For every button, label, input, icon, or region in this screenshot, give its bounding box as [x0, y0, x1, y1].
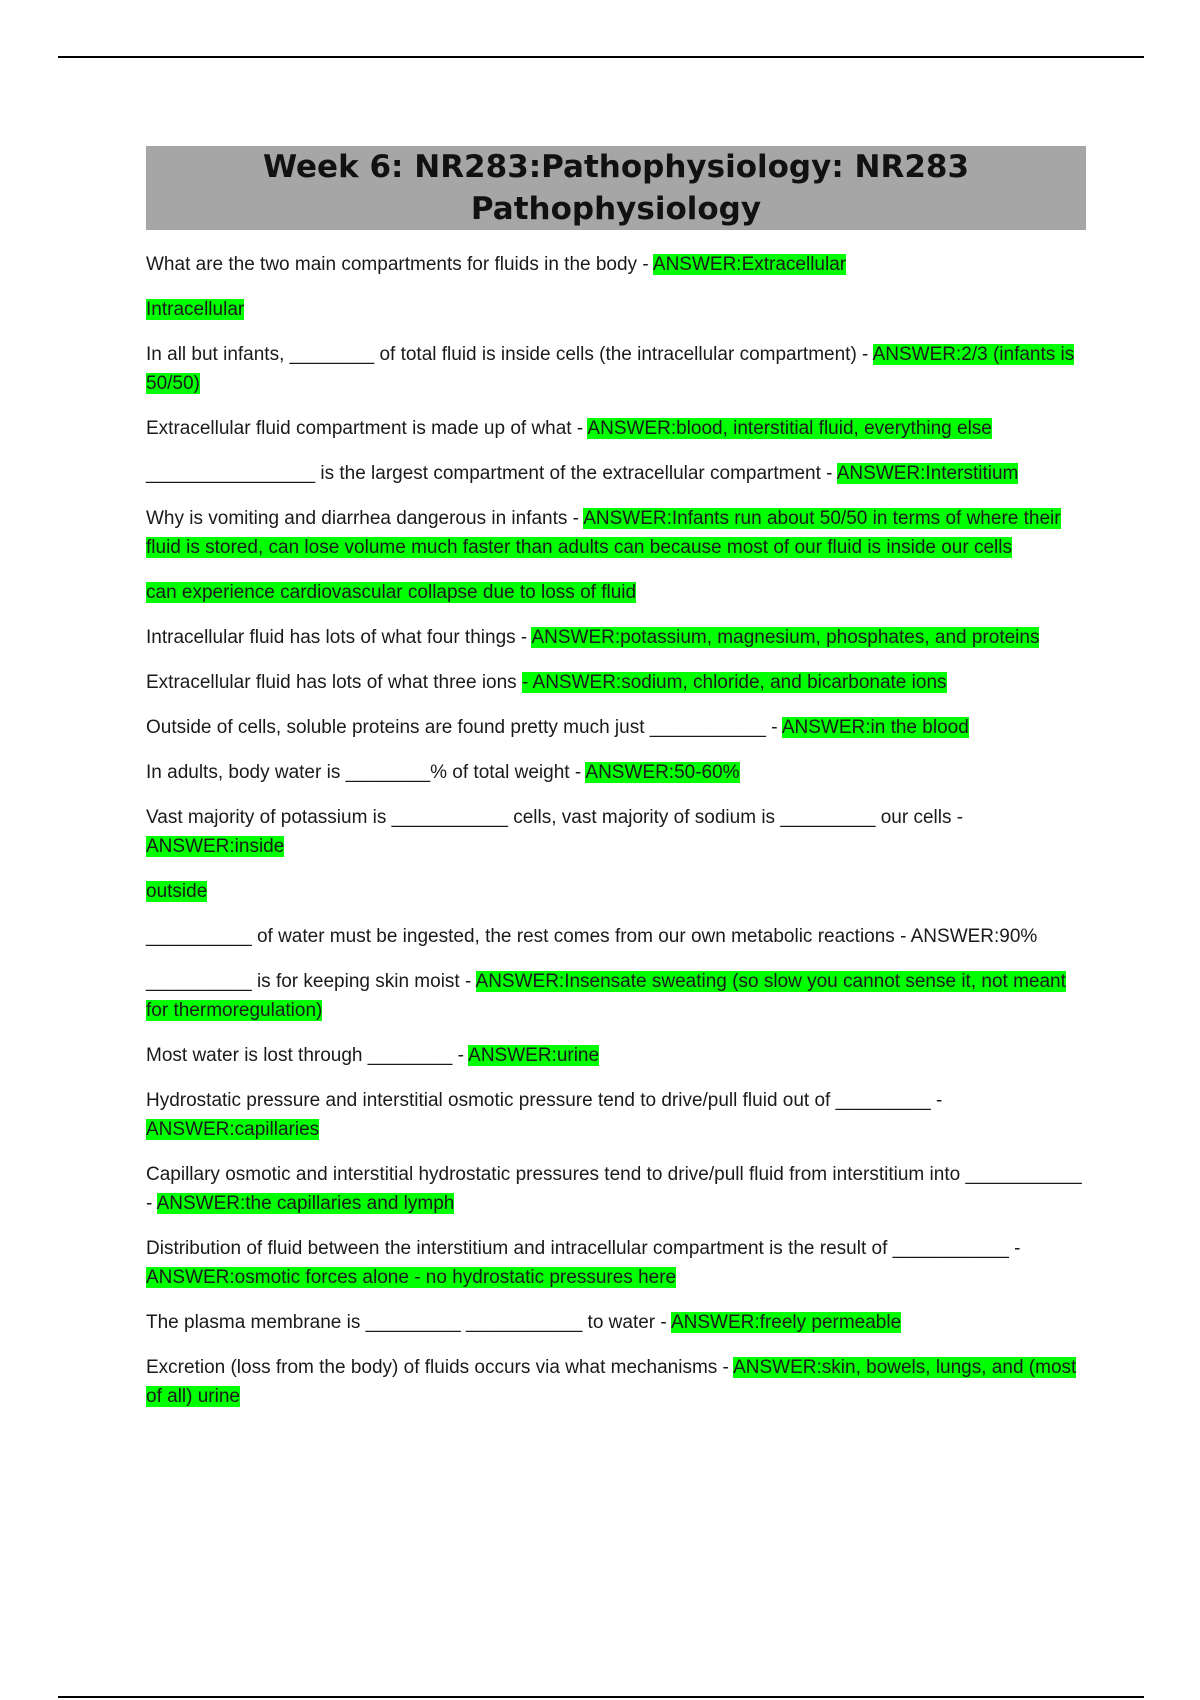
answer-highlight: - ANSWER:sodium, chloride, and bicarbonate ions [521, 672, 947, 693]
answer-highlight: ANSWER:Infants run about 50/50 in terms of where their fluid is stored, can lose volume much faster than adults can because most of our fluid is inside our cells [146, 508, 1061, 558]
qa-item [146, 250, 1086, 279]
question-text: In all but infants, ________ of total fluid is inside cells (the intracellular compartment) - [146, 344, 873, 365]
qa-item [146, 967, 1086, 1025]
document-body [146, 146, 1086, 1427]
question-text: Vast majority of potassium is ___________ cells, vast majority of sodium is _________ our cells - [146, 807, 964, 828]
question-text: Why is vomiting and diarrhea dangerous in infants - [146, 508, 584, 529]
qa-item [146, 922, 1086, 951]
answer-highlight: ANSWER:Insensate sweating (so slow you cannot sense it, not meant for thermoregulation) [146, 971, 1066, 1021]
question-text: Intracellular fluid has lots of what four things - [146, 627, 532, 648]
qa-list [146, 250, 1086, 1411]
question-text: Outside of cells, soluble proteins are found pretty much just ___________ - [146, 717, 782, 738]
bottom-rule [58, 1696, 1144, 1698]
qa-item [146, 668, 1086, 697]
question-text: Hydrostatic pressure and interstitial osmotic pressure tend to drive/pull fluid out of _________ - [146, 1090, 943, 1111]
question-text: Excretion (loss from the body) of fluids occurs via what mechanisms - [146, 1357, 734, 1378]
qa-item [146, 459, 1086, 488]
qa-item [146, 504, 1086, 562]
answer-highlight: can experience cardiovascular collapse due to loss of fluid [146, 582, 637, 603]
page-title: Week 6: NR283:Pathophysiology: NR283 Pathophysiology [146, 146, 1086, 230]
qa-item [146, 1234, 1086, 1292]
question-text: In adults, body water is ________% of total weight - [146, 762, 586, 783]
question-text: __________ of water must be ingested, the rest comes from our own metabolic reactions - ANSWER:90% [146, 926, 1038, 947]
answer-highlight: ANSWER:in the blood [781, 717, 969, 738]
answer-highlight: ANSWER:capillaries [146, 1119, 320, 1140]
qa-item [146, 578, 1086, 607]
answer-highlight: ANSWER:Interstitium [836, 463, 1019, 484]
answer-highlight: ANSWER:skin, bowels, lungs, and (most of all) urine [146, 1357, 1077, 1407]
qa-item [146, 295, 1086, 324]
question-text: __________ is for keeping skin moist - [146, 971, 476, 992]
top-rule [58, 56, 1144, 58]
answer-highlight: ANSWER:potassium, magnesium, phosphates, and proteins [531, 627, 1040, 648]
qa-item [146, 1308, 1086, 1337]
qa-item [146, 713, 1086, 742]
qa-item [146, 1086, 1086, 1144]
question-text: The plasma membrane is _________ ___________ to water - [146, 1312, 671, 1333]
answer-highlight: outside [146, 881, 208, 902]
qa-item [146, 1041, 1086, 1070]
qa-item [146, 877, 1086, 906]
answer-highlight: ANSWER:Extracellular [652, 254, 847, 275]
qa-item [146, 1353, 1086, 1411]
qa-item [146, 340, 1086, 398]
qa-item [146, 758, 1086, 787]
question-text: What are the two main compartments for fluids in the body - [146, 254, 653, 275]
answer-highlight: ANSWER:50-60% [585, 762, 740, 783]
question-text: Capillary osmotic and interstitial hydrostatic pressures tend to drive/pull fluid from interstitium into ___________ - [146, 1164, 1082, 1214]
title-wrap [146, 146, 1086, 230]
qa-item [146, 623, 1086, 652]
qa-item [146, 803, 1086, 861]
answer-highlight: ANSWER:the capillaries and lymph [156, 1193, 455, 1214]
answer-highlight: ANSWER:2/3 (infants is 50/50) [146, 344, 1075, 394]
question-text: Most water is lost through ________ - [146, 1045, 469, 1066]
question-text: Distribution of fluid between the interstitium and intracellular compartment is the result of ___________ - [146, 1238, 1021, 1259]
answer-highlight: ANSWER:osmotic forces alone - no hydrostatic pressures here [146, 1267, 677, 1288]
answer-highlight: ANSWER:blood, interstitial fluid, everything else [587, 418, 992, 439]
answer-highlight: ANSWER:freely permeable [670, 1312, 902, 1333]
qa-item [146, 414, 1086, 443]
question-text: ________________ is the largest compartment of the extracellular compartment - [146, 463, 837, 484]
question-text: Extracellular fluid has lots of what three ions [146, 672, 522, 693]
qa-item [146, 1160, 1086, 1218]
answer-highlight: Intracellular [146, 299, 245, 320]
answer-highlight: ANSWER:urine [468, 1045, 600, 1066]
answer-highlight: ANSWER:inside [146, 836, 285, 857]
question-text: Extracellular fluid compartment is made up of what - [146, 418, 588, 439]
